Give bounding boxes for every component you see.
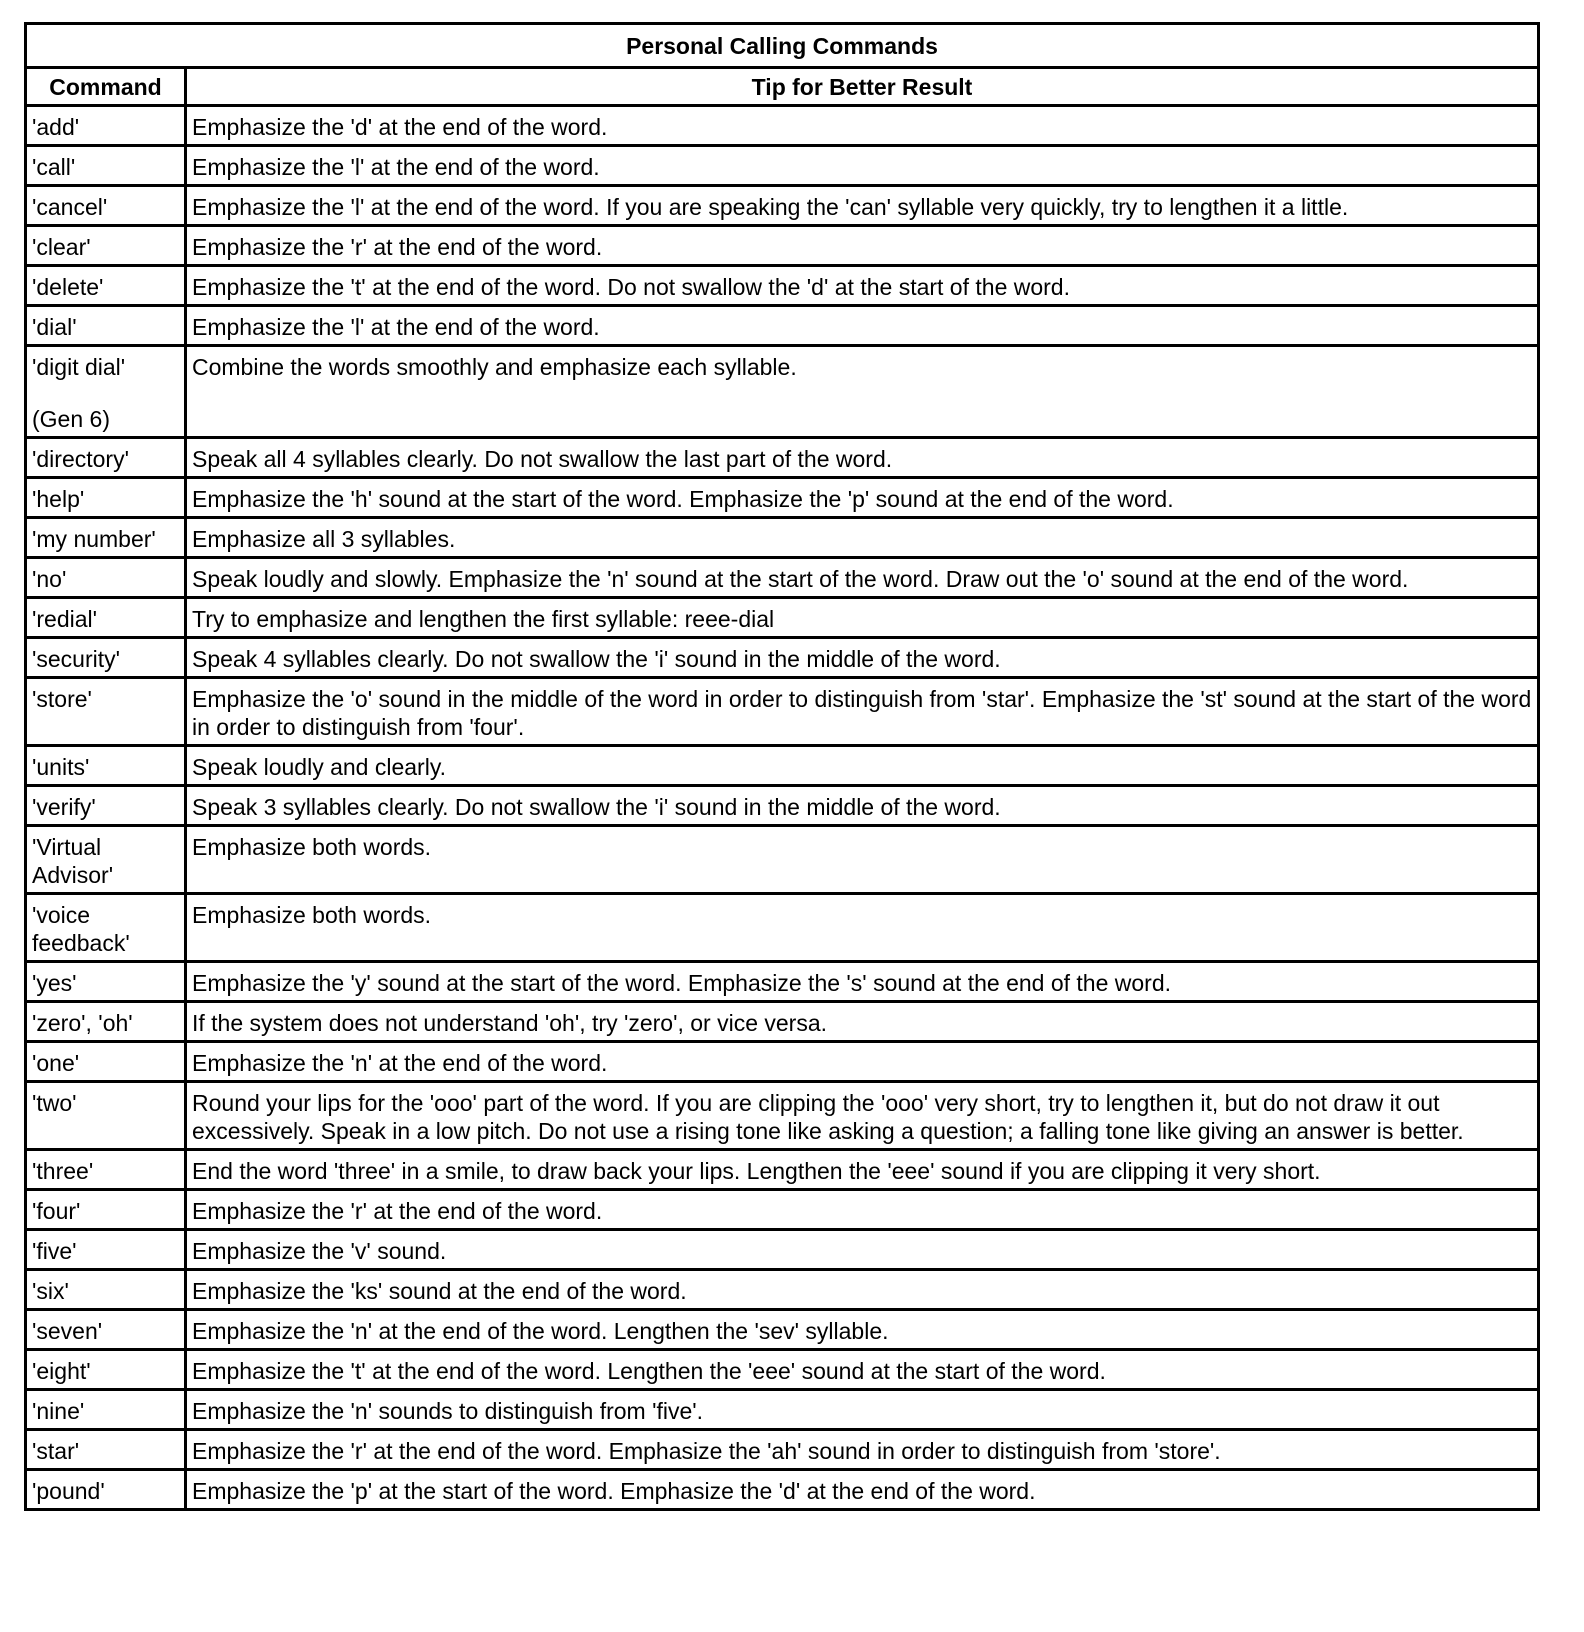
table-row xyxy=(26,962,1539,1002)
table-row xyxy=(26,1350,1539,1390)
command-text: 'nine' xyxy=(32,1398,85,1424)
command-cell xyxy=(26,786,186,826)
command-cell xyxy=(26,1350,186,1390)
column-header-tip: Tip for Better Result xyxy=(186,68,1539,106)
tip-cell: Emphasize the 'n' at the end of the word. Lengthen the 'sev' syllable. xyxy=(186,1310,1539,1350)
title-row xyxy=(26,24,1539,68)
command-text: 'Virtual Advisor' xyxy=(32,834,114,888)
command-text: 'zero', 'oh' xyxy=(32,1010,133,1036)
command-text: 'eight' xyxy=(32,1358,91,1384)
command-cell xyxy=(26,638,186,678)
tip-cell: Emphasize all 3 syllables. xyxy=(186,518,1539,558)
command-text: 'dial' xyxy=(32,314,77,340)
table-row xyxy=(26,1390,1539,1430)
tip-cell: Emphasize both words. xyxy=(186,826,1539,894)
table-row xyxy=(26,1470,1539,1510)
command-text: 'star' xyxy=(32,1438,80,1464)
command-text: 'units' xyxy=(32,754,90,780)
tip-cell: Emphasize the 't' at the end of the word. Do not swallow the 'd' at the start of the word. xyxy=(186,266,1539,306)
command-cell xyxy=(26,1002,186,1042)
command-text: 'yes' xyxy=(32,970,77,996)
tip-cell: Emphasize the 'n' sounds to distinguish from 'five'. xyxy=(186,1390,1539,1430)
table-row xyxy=(26,1082,1539,1150)
table-row xyxy=(26,478,1539,518)
command-text: 'my number' xyxy=(32,526,156,552)
tip-cell: Emphasize the 'r' at the end of the word. Emphasize the 'ah' sound in order to distinguish from 'store'. xyxy=(186,1430,1539,1470)
command-cell xyxy=(26,826,186,894)
table-row xyxy=(26,1270,1539,1310)
tip-cell: End the word 'three' in a smile, to draw back your lips. Lengthen the 'eee' sound if you are clipping it very short. xyxy=(186,1150,1539,1190)
commands-table xyxy=(24,22,1540,1511)
table-row xyxy=(26,226,1539,266)
table-body xyxy=(26,106,1539,1510)
table-row xyxy=(26,558,1539,598)
command-cell xyxy=(26,146,186,186)
tip-cell: Emphasize the 'y' sound at the start of the word. Emphasize the 's' sound at the end of the word. xyxy=(186,962,1539,1002)
command-text: 'delete' xyxy=(32,274,104,300)
command-cell xyxy=(26,1042,186,1082)
tip-cell: Speak 4 syllables clearly. Do not swallow the 'i' sound in the middle of the word. xyxy=(186,638,1539,678)
command-text: 'three' xyxy=(32,1158,94,1184)
header-row xyxy=(26,68,1539,106)
command-note: (Gen 6) xyxy=(32,406,110,432)
table-row xyxy=(26,638,1539,678)
command-cell xyxy=(26,266,186,306)
command-cell xyxy=(26,1470,186,1510)
command-text: 'clear' xyxy=(32,234,91,260)
command-text: 'five' xyxy=(32,1238,77,1264)
tip-cell: Round your lips for the 'ooo' part of the word. If you are clipping the 'ooo' very short, try to lengthen it, but do not draw it out excessively. Speak in a low pitch. Do not use a rising tone like asking a question; a falling tone like giving an answer is better. xyxy=(186,1082,1539,1150)
table-row xyxy=(26,1430,1539,1470)
command-cell xyxy=(26,186,186,226)
table-row xyxy=(26,826,1539,894)
command-cell xyxy=(26,478,186,518)
command-cell xyxy=(26,1310,186,1350)
command-cell xyxy=(26,226,186,266)
command-cell xyxy=(26,894,186,962)
command-text: 'directory' xyxy=(32,446,129,472)
tip-cell: Emphasize the 'ks' sound at the end of the word. xyxy=(186,1270,1539,1310)
table-row xyxy=(26,266,1539,306)
command-text: 'security' xyxy=(32,646,121,672)
tip-cell: Emphasize the 'l' at the end of the word. xyxy=(186,146,1539,186)
command-cell xyxy=(26,1270,186,1310)
table-row xyxy=(26,1042,1539,1082)
table-row xyxy=(26,306,1539,346)
table-row xyxy=(26,146,1539,186)
command-cell xyxy=(26,558,186,598)
table-row xyxy=(26,1310,1539,1350)
command-cell xyxy=(26,598,186,638)
tip-cell: Emphasize the 'o' sound in the middle of the word in order to distinguish from 'star'. Emphasize the 'st' sound at the start of the word in order to distinguish from 'four'. xyxy=(186,678,1539,746)
command-cell xyxy=(26,678,186,746)
table-row xyxy=(26,1002,1539,1042)
tip-cell: Emphasize the 'r' at the end of the word. xyxy=(186,1190,1539,1230)
command-cell xyxy=(26,962,186,1002)
command-cell xyxy=(26,306,186,346)
command-cell xyxy=(26,346,186,438)
tip-cell: If the system does not understand 'oh', try 'zero', or vice versa. xyxy=(186,1002,1539,1042)
command-cell xyxy=(26,106,186,146)
command-text: 'two' xyxy=(32,1090,77,1116)
command-text: 'pound' xyxy=(32,1478,105,1504)
command-text: 'one' xyxy=(32,1050,80,1076)
tip-cell: Speak loudly and clearly. xyxy=(186,746,1539,786)
table-row xyxy=(26,186,1539,226)
command-text: 'call' xyxy=(32,154,76,180)
tip-cell: Emphasize the 'd' at the end of the word. xyxy=(186,106,1539,146)
tip-cell: Emphasize the 'r' at the end of the word. xyxy=(186,226,1539,266)
table-row xyxy=(26,746,1539,786)
command-cell xyxy=(26,746,186,786)
tip-cell: Try to emphasize and lengthen the first syllable: reee-dial xyxy=(186,598,1539,638)
table-row xyxy=(26,518,1539,558)
command-cell xyxy=(26,1430,186,1470)
command-cell xyxy=(26,1190,186,1230)
tip-cell: Emphasize the 'v' sound. xyxy=(186,1230,1539,1270)
command-cell xyxy=(26,1390,186,1430)
tip-cell: Speak 3 syllables clearly. Do not swallow the 'i' sound in the middle of the word. xyxy=(186,786,1539,826)
table-row xyxy=(26,438,1539,478)
tip-cell: Emphasize both words. xyxy=(186,894,1539,962)
command-text: 'digit dial' xyxy=(32,354,126,380)
table-row xyxy=(26,1150,1539,1190)
table-row xyxy=(26,598,1539,638)
command-text: 'no' xyxy=(32,566,67,592)
tip-cell: Emphasize the 'p' at the start of the word. Emphasize the 'd' at the end of the word. xyxy=(186,1470,1539,1510)
tip-cell: Speak loudly and slowly. Emphasize the 'n' sound at the start of the word. Draw out the 'o' sound at the end of the word. xyxy=(186,558,1539,598)
table-row xyxy=(26,1230,1539,1270)
table-row xyxy=(26,894,1539,962)
command-cell xyxy=(26,518,186,558)
command-cell xyxy=(26,1150,186,1190)
table-row xyxy=(26,346,1539,438)
tip-cell: Emphasize the 'l' at the end of the word. If you are speaking the 'can' syllable very quickly, try to lengthen it a little. xyxy=(186,186,1539,226)
command-text: 'four' xyxy=(32,1198,81,1224)
command-text: 'redial' xyxy=(32,606,98,632)
command-text: 'verify' xyxy=(32,794,96,820)
command-text: 'six' xyxy=(32,1278,69,1304)
tip-cell: Combine the words smoothly and emphasize each syllable. xyxy=(186,346,1539,438)
tip-cell: Emphasize the 'h' sound at the start of the word. Emphasize the 'p' sound at the end of the word. xyxy=(186,478,1539,518)
column-header-command: Command xyxy=(26,68,186,106)
table-row xyxy=(26,1190,1539,1230)
tip-cell: Emphasize the 'n' at the end of the word. xyxy=(186,1042,1539,1082)
command-text: 'add' xyxy=(32,114,80,140)
command-text: 'store' xyxy=(32,686,92,712)
tip-cell: Speak all 4 syllables clearly. Do not swallow the last part of the word. xyxy=(186,438,1539,478)
tip-cell: Emphasize the 'l' at the end of the word. xyxy=(186,306,1539,346)
command-text: 'seven' xyxy=(32,1318,103,1344)
command-text: 'voice feedback' xyxy=(32,902,130,956)
tip-cell: Emphasize the 't' at the end of the word. Lengthen the 'eee' sound at the start of the word. xyxy=(186,1350,1539,1390)
command-text: 'cancel' xyxy=(32,194,108,220)
table-row xyxy=(26,678,1539,746)
command-cell xyxy=(26,1082,186,1150)
table-row xyxy=(26,786,1539,826)
command-text: 'help' xyxy=(32,486,85,512)
command-cell xyxy=(26,1230,186,1270)
table-row xyxy=(26,106,1539,146)
command-cell xyxy=(26,438,186,478)
table-title: Personal Calling Commands xyxy=(26,24,1539,68)
